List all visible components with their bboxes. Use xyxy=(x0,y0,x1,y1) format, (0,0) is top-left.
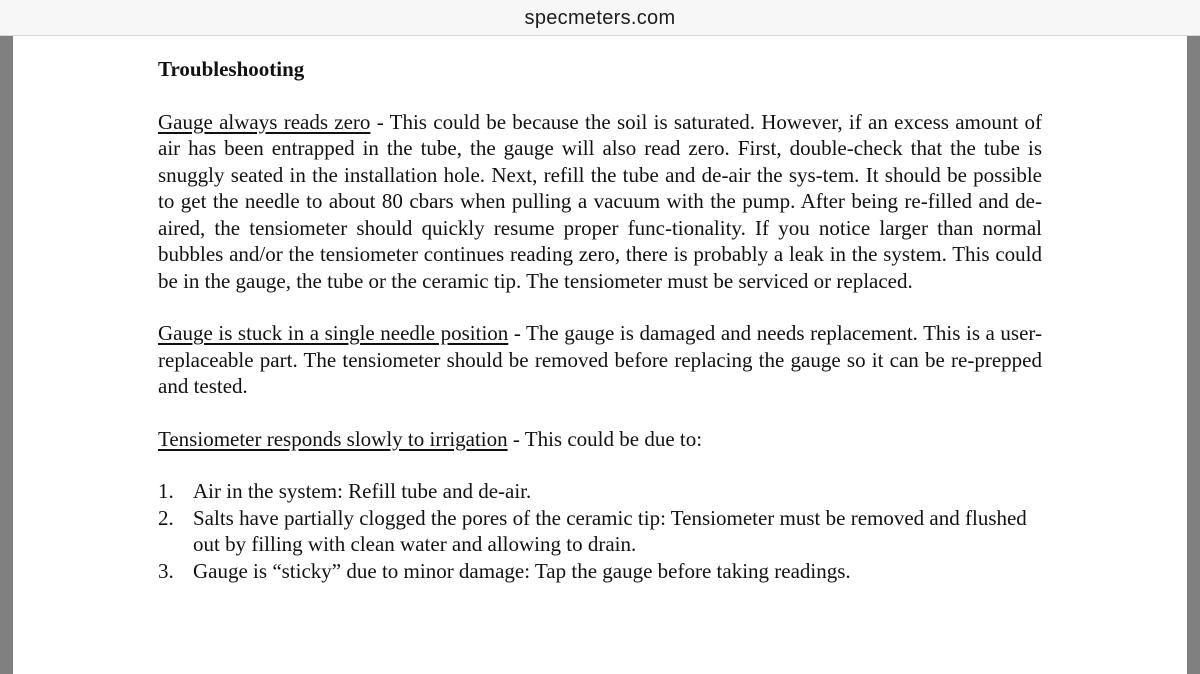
list-item-text: Salts have partially clogged the pores of the ceramic tip: Tensiometer must be removed and flushed out by filling with clean water and allowing to drain. xyxy=(193,505,1027,556)
document-content xyxy=(158,56,1042,584)
cause-list xyxy=(158,478,1042,584)
list-item-number: 2. xyxy=(158,505,174,530)
list-item xyxy=(158,478,1042,505)
paragraph-lead: Tensiometer responds slowly to irrigation xyxy=(158,426,508,451)
url-text[interactable]: specmeters.com xyxy=(524,7,676,29)
page-gutter-right xyxy=(1187,36,1200,674)
list-item-number: 3. xyxy=(158,558,174,583)
section-heading: Troubleshooting xyxy=(158,57,305,81)
paragraph-gauge-stuck xyxy=(158,320,1042,400)
address-bar[interactable] xyxy=(0,0,1200,36)
paragraph-slow-response xyxy=(158,426,1042,453)
paragraph-body: - This could be because the soil is saturated. However, if an excess amount of air has been entrapped in the tube, the gauge will also read zero. First, double-check that the tube is snuggly seated in the installation hole. Next, refill the tube and de-air the sys-tem. It should be possible to get the needle to about 80 cbars when pulling a vacuum with the pump. After being re-filled and de-aired, the tensiometer should quickly resume proper func-tionality. If you notice larger than normal bubbles and/or the tensiometer continues reading zero, there is probably a leak in the system. This could be in the gauge, the tube or the ceramic tip. The tensiometer must be serviced or replaced. xyxy=(158,109,1042,293)
list-item xyxy=(158,558,1042,585)
list-item xyxy=(158,505,1042,558)
list-item-text: Air in the system: Refill tube and de-air. xyxy=(193,479,532,503)
paragraph-body: - This could be due to: xyxy=(507,426,703,451)
paragraph-body: - The gauge is damaged and needs replacement. This is a user-replaceable part. The tensiometer should be removed before replacing the gauge so it can be re-prepped and tested. xyxy=(158,321,1042,398)
paragraph-lead: Gauge is stuck in a single needle position xyxy=(158,321,509,345)
list-item-text: Gauge is “sticky” due to minor damage: Tap the gauge before taking readings. xyxy=(193,558,851,583)
page-gutter-left xyxy=(0,36,13,674)
document-page xyxy=(13,36,1187,674)
paragraph-lead: Gauge always reads zero xyxy=(158,109,371,134)
list-item-number: 1. xyxy=(158,479,174,503)
paragraph-gauge-zero xyxy=(158,109,1042,295)
